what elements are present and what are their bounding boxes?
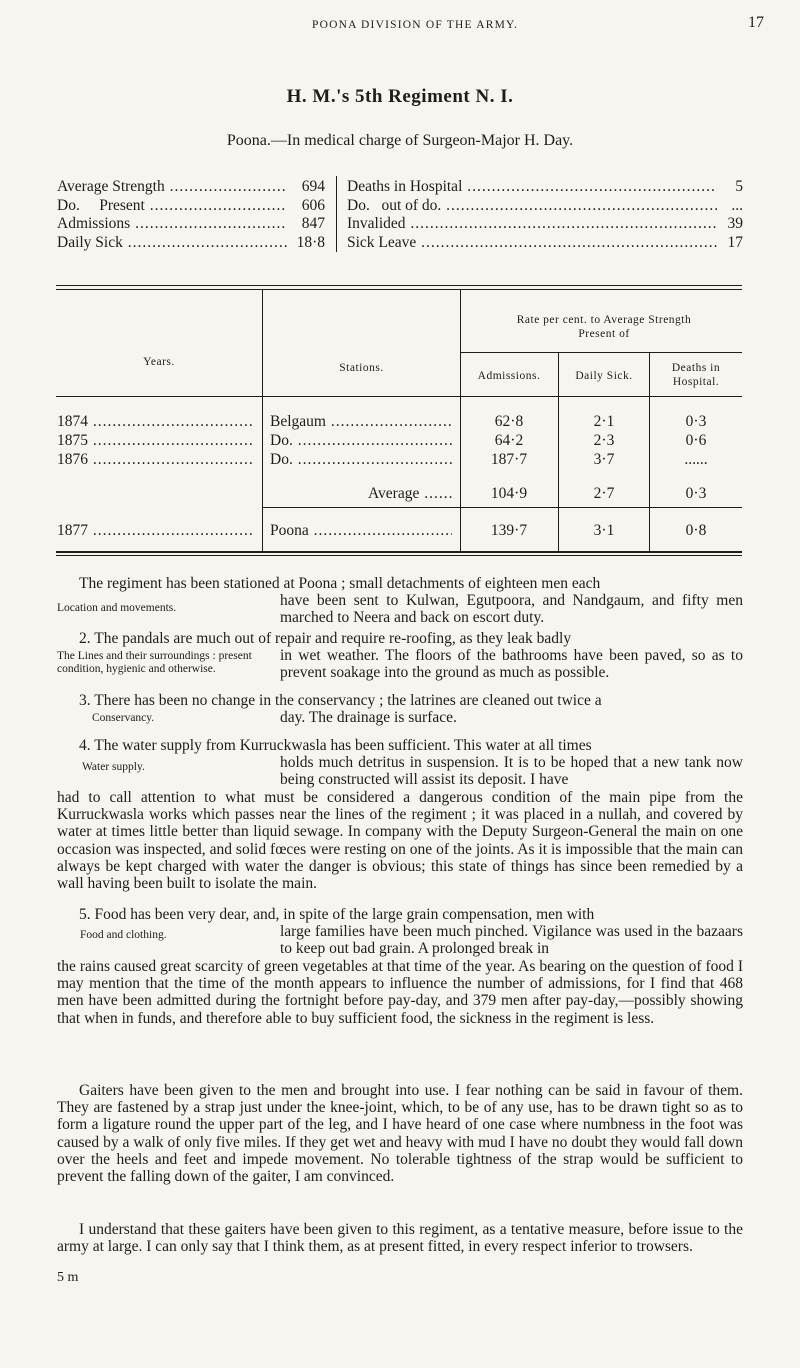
section-body: have been sent to Kulwan, Egutpoora, and Nandgaum, and fifty men marched to Neera and back on escort duty. [280, 592, 743, 627]
section-lead: 2. The pandals are much out of repair and require re-roofing, as they leak badly [79, 630, 572, 647]
paragraph-conclusion: I understand that these gaiters have been given to this regiment, as a tentative measure, before issue to the army at large. I can only say that I think them, as at present fitted, in every respect inferior to trowsers. [57, 1221, 743, 1256]
cell-station: Do. ..... [270, 432, 452, 450]
cell-deaths: 0·3 [685, 413, 707, 430]
cell-daily-sick: 2·7 [593, 485, 615, 502]
cell-daily-sick: 3·1 [593, 522, 615, 539]
section-lead: The regiment has been stationed at Poona ; small detachments of eighteen men each [79, 575, 601, 592]
page-number: 17 [748, 14, 764, 31]
section-body: holds much detritus in suspension. It is to be hoped that a new tank now being constructed will assist its deposit. I have [280, 754, 743, 789]
paragraph-gaiters: Gaiters have been given to the men and brought into use. I fear nothing can be said in favour of them. They are fastened by a strap just under the knee-joint, which, to be of any use, has to be drawn tight so as to form a ligature round the upper part of the leg, and I have heard of one case where numbness in the foot was caused by a walk of only five miles. If they get wet and heavy with mud I have no doubt they would fall down over the heels and feet and impede movement. No tolerable tightness of the strap would be sufficient to prevent the falling down of the gaiter, I am convinced. [57, 1082, 743, 1186]
cell-daily-sick: 3·7 [593, 451, 615, 468]
cell-deaths: 0·3 [685, 485, 707, 502]
stat-label: Sick Leave ..... [347, 234, 717, 253]
table-vline [262, 290, 263, 553]
table-rule-bottom [56, 551, 742, 553]
stat-label: Average Strength ..... [57, 178, 287, 197]
cell-deaths: 0·6 [685, 432, 707, 449]
section-body: large families have been much pinched. Vigilance was used in the bazaars to keep out bad grain. A prolonged break in [280, 923, 743, 958]
section-body: day. The drainage is surface. [280, 709, 457, 726]
cell-daily-sick: 2·1 [593, 413, 615, 430]
section-body: in wet weather. The floors of the bathrooms have been paved, so as to prevent soakage into the ground as much as possible. [280, 647, 743, 682]
cell-year: 1877 ..... [57, 522, 253, 540]
side-note: Water supply. [82, 761, 145, 773]
table-rule-top-inner [56, 289, 742, 290]
running-title: POONA DIVISION OF THE ARMY. [312, 19, 519, 31]
stat-label: Do. out of do. ..... [347, 197, 717, 216]
cell-admissions: 104·9 [490, 485, 528, 502]
header-years: Years. [143, 356, 175, 368]
stats-left-block [57, 178, 325, 252]
stat-row [347, 234, 743, 253]
header-deaths: Deaths in Hospital. [671, 362, 721, 388]
stat-value: 18·8 [296, 233, 325, 251]
table-hline [460, 352, 742, 353]
header-stations: Stations. [339, 362, 384, 374]
table-hline [263, 507, 742, 508]
stat-value: 847 [301, 215, 325, 232]
side-note: Food and clothing. [80, 929, 167, 941]
stat-value: 5 [735, 178, 743, 195]
cell-year: 1875 ..... [57, 432, 253, 450]
cell-admissions: 139·7 [490, 522, 528, 539]
page-title: H. M.'s 5th Regiment N. I. [286, 86, 514, 107]
side-note: Location and movements. [57, 602, 177, 614]
cell-station: Do. ..... [270, 451, 452, 469]
section-rest: had to call attention to what must be considered a dangerous condition of the main pipe from the Kurruckwasla works which passes near the lines of the regiment ; it was placed in a nullah, and covered by water at times little better than liquid sewage. In company with the Deputy Surgeon-General the main on one occasion was inspected, and solid fœces were resting on one of the joints. As it is impossible that the main can always be kept charged with water the danger is obvious; this state of things has since been remedied by a wall having been built to isolate the main. [57, 789, 743, 893]
stat-row [57, 178, 325, 197]
cell-admissions: 187·7 [490, 451, 528, 468]
cell-deaths: 0·8 [685, 522, 707, 539]
cell-station: Belgaum ..... [270, 413, 452, 431]
page-subtitle: Poona.—In medical charge of Surgeon-Major H. Day. [226, 132, 574, 149]
table-rule-top [56, 285, 742, 286]
stats-right-block [347, 178, 743, 252]
stat-row [347, 215, 743, 234]
header-rate-group: Rate per cent. to Average Strength Present of [516, 314, 692, 340]
stat-row [347, 178, 743, 197]
stat-value: ... [731, 196, 743, 214]
section-lead: 4. The water supply from Kurruckwasla has been sufficient. This water at all times [79, 737, 592, 754]
stat-value: 606 [301, 196, 325, 214]
stat-value: 17 [727, 233, 743, 251]
stat-value: 694 [301, 178, 325, 195]
cell-average-label: Average ..... [368, 485, 452, 503]
cell-admissions: 62·8 [494, 413, 524, 430]
stats-divider [336, 176, 337, 252]
stat-label: Daily Sick ..... [57, 234, 287, 253]
cell-station: Poona ..... [270, 522, 452, 540]
cell-admissions: 64·2 [494, 432, 524, 449]
section-lead: 3. There has been no change in the conservancy ; the latrines are cleaned out twice a [79, 692, 602, 709]
cell-deaths: ...... [684, 451, 708, 468]
side-note: The Lines and their surroundings : present condition, hygienic and otherwise. [57, 650, 252, 675]
stat-label: Do. Present ..... [57, 197, 287, 216]
header-daily-sick: Daily Sick. [575, 370, 633, 382]
stat-label: Admissions ..... [57, 215, 287, 234]
stat-row [57, 197, 325, 216]
stat-label: Deaths in Hospital ..... [347, 178, 717, 197]
section-lead: 5. Food has been very dear, and, in spite of the large grain compensation, men with [79, 906, 595, 923]
cell-daily-sick: 2·3 [593, 432, 615, 449]
cell-year: 1874 ..... [57, 413, 253, 431]
stat-value: 39 [727, 215, 743, 232]
cell-year: 1876 ..... [57, 451, 253, 469]
header-admissions: Admissions. [477, 370, 541, 382]
stat-label: Invalided ..... [347, 215, 717, 234]
stat-row [57, 234, 325, 253]
table-hline [56, 396, 742, 397]
section-rest: the rains caused great scarcity of green vegetables at that time of the year. As bearing on the question of food I may mention that the time of the month appears to influence the number of admissions, for I find that 468 men have been admitted during the fortnight before pay-day, and 379 men after pay-day,—possibly showing that when in funds, and therefore able to buy sufficient food, the sickness in the regiment is less. [57, 958, 743, 1027]
table-rule-bottom-inner [56, 555, 742, 556]
stat-row [347, 197, 743, 216]
signature-mark: 5 m [57, 1270, 79, 1285]
stat-row [57, 215, 325, 234]
side-note: Conservancy. [92, 712, 155, 724]
